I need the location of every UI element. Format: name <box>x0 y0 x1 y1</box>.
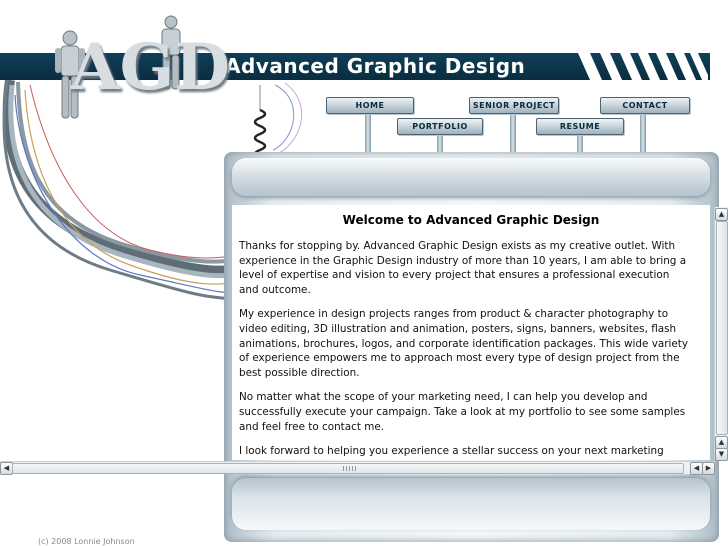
closing-paragraph: I look forward to helping you experience a stellar success on your next marketing <box>239 445 664 458</box>
scroll-right-arrow-icon[interactable]: ▶ <box>702 462 715 475</box>
scroll-left-arrow-icon[interactable]: ◀ <box>0 462 13 475</box>
nav-resume-button[interactable]: RESUME <box>536 118 624 135</box>
scroll-left-arrow-icon[interactable]: ◀ <box>690 462 703 475</box>
experience-paragraph: My experience in design projects ranges from product & character photography to video editing, 3D illustration and animation, posters, signs, banners, websites, flash animations, brochures, logos, and corporate identification packages. This wide variety of experience empowers me to approach most every type of design project from the best possible direction. <box>239 308 688 379</box>
content-vertical-scrollbar[interactable] <box>714 207 727 460</box>
nav-hanger <box>577 133 583 152</box>
marketing-paragraph: No matter what the scope of your marketing need, I can help you develop and successfully execute your campaign. Take a look at my portfolio to see some samples and feel free to contact me. <box>239 391 686 433</box>
scroll-up-arrow-icon[interactable]: ▲ <box>715 208 728 221</box>
nav-portfolio-button[interactable]: PORTFOLIO <box>397 118 483 135</box>
banner-stripes-decoration <box>578 53 708 80</box>
panel-top-bar <box>232 158 710 196</box>
nav-hanger <box>365 112 371 152</box>
nav-hanger <box>437 133 443 152</box>
intro-paragraph: Thanks for stopping by. Advanced Graphic Design exists as my creative outlet. With experience in the Graphic Design industry of more than 10 years, I am able to bring a level of expertise and vision to every project that ensures a professional execution and outcome. <box>239 240 687 296</box>
logo-letters: AGD <box>70 30 230 105</box>
scroll-down-arrow-icon[interactable]: ▼ <box>715 448 728 461</box>
scroll-grip-icon <box>343 466 357 471</box>
scroll-up-arrow-icon[interactable]: ▲ <box>715 436 728 449</box>
horizontal-scroll-thumb[interactable] <box>12 463 684 474</box>
welcome-heading: Welcome to Advanced Graphic Design <box>342 213 600 227</box>
copyright-text: (c) 2008 Lonnie Johnson <box>38 537 135 546</box>
nav-senior-project-button[interactable]: SENIOR PROJECT <box>469 97 559 114</box>
panel-bottom-bar <box>232 478 710 530</box>
page-horizontal-scrollbar[interactable] <box>0 461 715 474</box>
vertical-scroll-thumb[interactable] <box>716 221 728 435</box>
nav-hanger <box>640 112 646 152</box>
nav-home-button[interactable]: HOME <box>326 97 414 114</box>
nav-hanger <box>510 112 516 152</box>
nav-contact-button[interactable]: CONTACT <box>600 97 690 114</box>
site-title: Advanced Graphic Design <box>225 54 526 78</box>
welcome-content <box>232 205 710 460</box>
